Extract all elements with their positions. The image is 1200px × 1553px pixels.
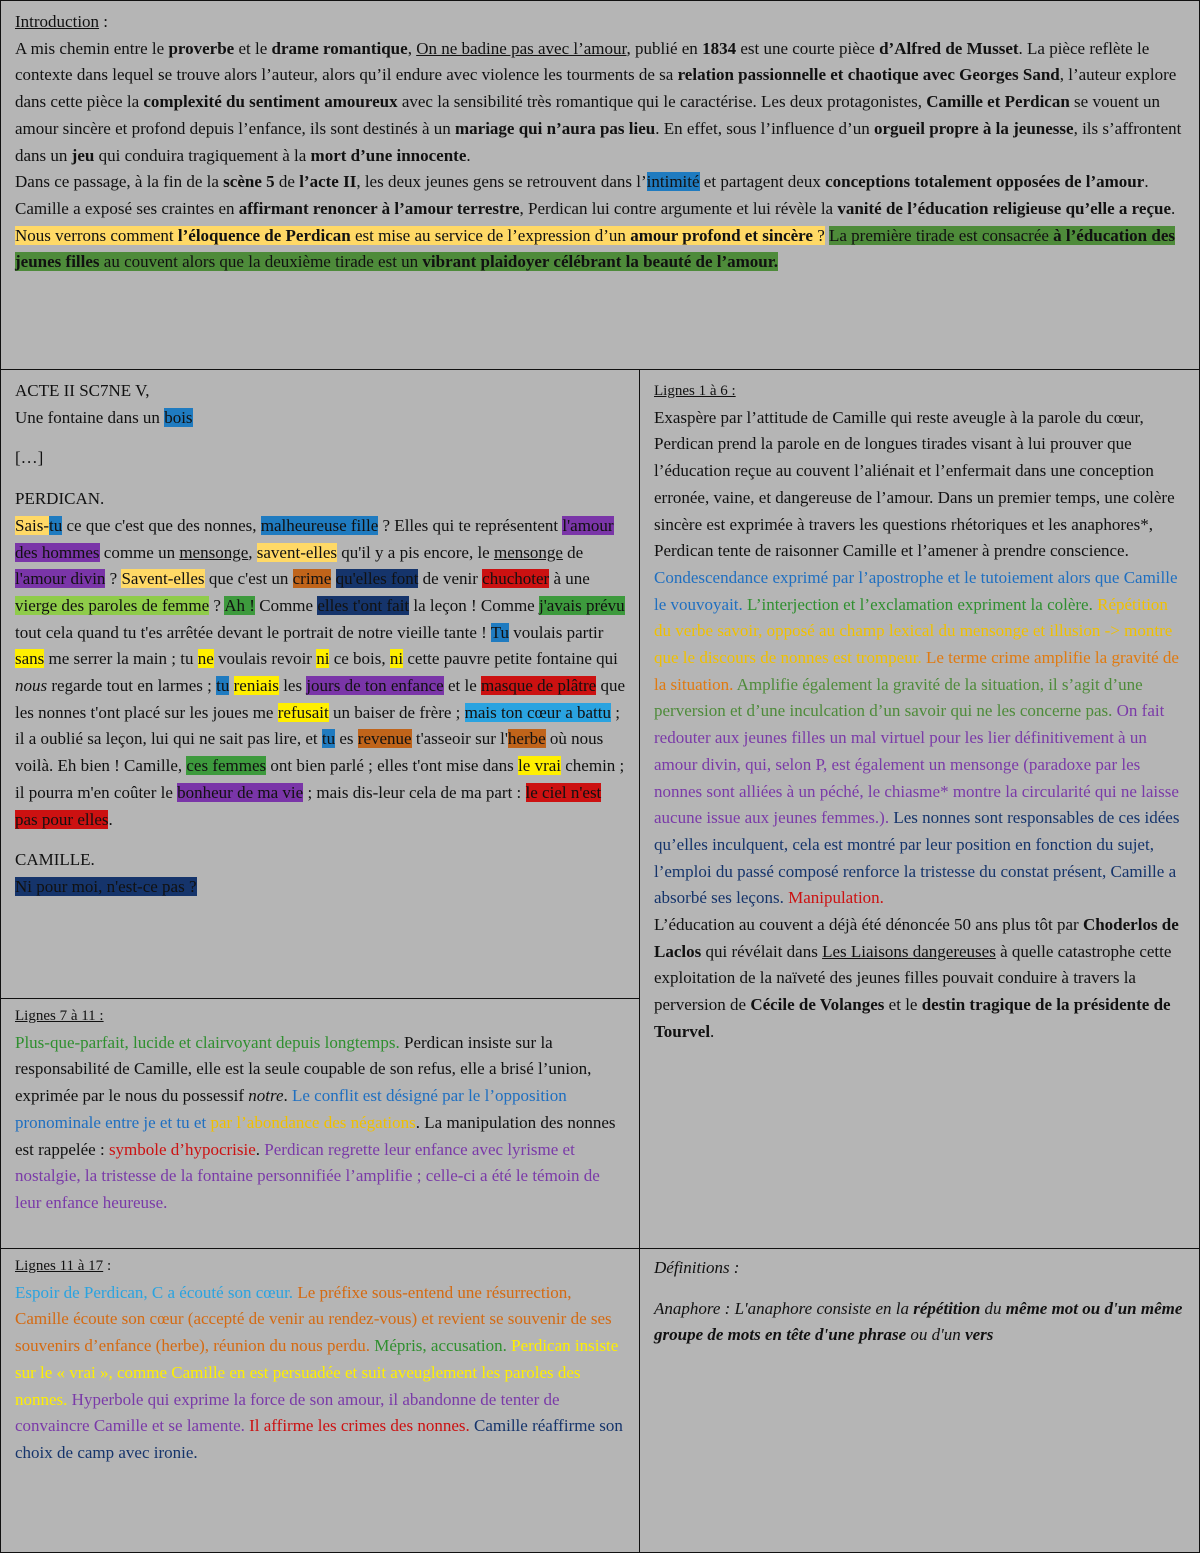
text-run: . (255, 1139, 261, 1159)
text-run: Nous verrons comment (15, 225, 178, 245)
text-run: Les nonnes sont responsables de ces idées qu’elles inculquent, cela est montré par leur position en fonction du sujet, l’emploi du passé composé renforce la tristesse du constat présent, Camille a absorbé ses leçons. (654, 808, 1180, 908)
text-run: nous (15, 676, 48, 696)
lines-1-6-heading: Lignes 1 à 6 : (654, 383, 736, 399)
text-run: ; il a oublié sa leçon, lui qui ne sait pas lire, et (15, 702, 620, 749)
text-run: ? (812, 225, 825, 245)
text-run: Espoir de Perdican, C a écouté son cœur. (15, 1282, 294, 1302)
text-run: regarde tout en larmes ; (47, 676, 217, 696)
text-run: qui conduira tragiquement à la (94, 145, 311, 165)
text-run: ? (209, 595, 225, 615)
text-run: notre (248, 1086, 284, 1106)
text-run: Dans ce passage, à la fin de la (15, 172, 224, 192)
text-run (229, 676, 233, 695)
text-run: es (335, 729, 358, 749)
text-run: que c'est un (204, 569, 293, 589)
text-run: . (283, 1086, 288, 1106)
text-run: On fait redouter aux jeunes filles un mal virtuel pour les lier définitivement à un amour divin, qui, selon P, est également un mensonge (paradoxe par les nonnes sont alliées à un péché, le chiasme* montre la circularité qui ne laisse aucune issue aux jeunes femmes.). (654, 701, 1179, 828)
text-run: que les nonnes t'ont placé sur les joues me (15, 676, 625, 722)
introduction-paragraph-2 (15, 169, 1187, 222)
text-run: Exaspère par l’attitude de Camille qui reste aveugle à la parole du cœur, Perdican prend la parole en de longues tirades visant à lui prouver que l’éducation reçue au couvent l’aliénait et l’enfermait dans une conception erronée, vaine, et dangereuse de l’amour. Dans un premier temps, une colère sincère est exprimée à travers les questions rhétoriques et les anaphores*, Perdican tente de raisonner Camille et l’amener à prendre conscience. (654, 407, 1175, 561)
text-run: Sais- (15, 515, 49, 535)
text-run: par l’abondance des négations (206, 1112, 416, 1132)
text-run: Une fontaine dans un (15, 407, 165, 427)
text-run: tu (49, 515, 63, 535)
text-run: du (980, 1298, 1006, 1318)
text-run: à quelle catastrophe cette exploitation de la naïveté des jeunes filles pouvait conduire à travers la perversion de (654, 941, 1172, 1015)
text-run: symbole d’hypocrisie (108, 1139, 256, 1159)
speaker-camille: CAMILLE. (15, 850, 95, 870)
text-run: relation passionnelle et chaotique avec Georges Sand (677, 65, 1060, 85)
introduction-heading (15, 9, 1187, 36)
introduction-cell (0, 0, 1200, 370)
text-run: Condescendance exprimé par l’apostrophe et le tutoiement alors que Camille le vouvoyait. (654, 567, 1178, 614)
text-run: 1834 (702, 38, 737, 58)
text-run: ont bien parlé ; elles t'ont mise dans (266, 756, 519, 776)
text-run: Il affirme les crimes des nonnes. (244, 1416, 470, 1436)
text-run: Introduction (15, 12, 100, 31)
text-run: malheureuse fille (260, 515, 379, 535)
text-run: refusait (277, 702, 329, 722)
text-run: Camille et Perdican (926, 92, 1070, 112)
text-run: et le (443, 676, 481, 696)
text-run: mensonge (493, 542, 563, 562)
text-run: Plus-que-parfait, lucide et clairvoyant depuis longtemps. (15, 1032, 400, 1052)
text-run: , (248, 542, 257, 562)
text-run: ce bois, (329, 649, 390, 669)
text-run: L’éducation au couvent a déjà été dénoncée 50 ans plus tôt par (654, 915, 1083, 935)
lines-1-6-commentary (654, 405, 1187, 565)
text-run: Hyperbole qui exprime la force de son amour, il abandonne de tenter de convaincre Camille et se lamente. (15, 1389, 560, 1436)
text-run: A mis chemin entre le (15, 38, 169, 58)
text-run: Répétition du verbe savoir, opposé au champ lexical du mensonge et illusion -> montre que le discours de nonnes est trompeur. (654, 594, 1173, 668)
text-run: Amplifie également la gravité de la situation, il s’agit d’une perversion et d’une inculcation d’un savoir qui ne les concerne pas. (654, 674, 1143, 721)
text-run: t'asseoir sur l' (411, 729, 508, 749)
text-run: . Camille a exposé ses craintes en (15, 172, 1149, 218)
work-title: On ne badine pas avec l’amour (416, 38, 627, 58)
ellipsis: […] (15, 448, 44, 468)
text-run: vers (965, 1325, 994, 1345)
camille-reply (15, 874, 627, 901)
text-run: voulais revoir (213, 649, 317, 669)
text-run: tu (216, 676, 230, 696)
text-run: les (278, 676, 307, 696)
text-run: même mot ou d'un même groupe de mots en tête d'une phrase (654, 1298, 1183, 1345)
text-run: . La manipulation des nonnes est rappelée : (15, 1112, 616, 1159)
text-run: avec la sensibilité très romantique qui le caractérise. Les deux protagonistes, (397, 92, 927, 112)
definitions-heading: Définitions : (654, 1258, 740, 1277)
text-run: qu'il y a pis encore, le (337, 542, 494, 562)
text-run: scène 5 (223, 172, 275, 192)
text-run: l’éloquence de Perdican (177, 225, 351, 245)
lines-11-17-analysis (15, 1280, 627, 1467)
text-run: ou d'un (906, 1325, 966, 1345)
text-run: : (99, 12, 109, 31)
speaker-perdican: PERDICAN. (15, 489, 105, 509)
perdican-tirade (15, 513, 627, 833)
text-run: mais ton cœur a battu (464, 702, 612, 722)
text-excerpt-cell (0, 369, 640, 999)
text-run: mensonge (179, 542, 249, 562)
text-run: voulais partir (509, 622, 604, 642)
text-run: , (407, 38, 417, 58)
text-run: , Perdican lui contre argumente et lui révèle la (519, 198, 838, 218)
introduction-paragraph-1 (15, 36, 1187, 170)
text-run: tout cela quand tu t'es arrêtée devant le portrait de notre vieille tante ! (15, 622, 491, 642)
text-run: au couvent alors que la deuxième tirade est un (99, 252, 423, 272)
text-run: qu'elles font (335, 569, 419, 589)
text-run: , ils s’affrontent dans un (15, 118, 1182, 165)
text-run: Le préfixe sous-entend une résurrection, Camille écoute son cœur (accepté de venir au rendez-vous) et revient se souvenir de ses souvenirs d’enfance (herbe), réunion du nous perdu. (15, 1282, 612, 1356)
text-run: revenue (357, 729, 412, 749)
text-run: comme un (99, 542, 180, 562)
text-run: est une courte pièce (736, 38, 880, 58)
text-run: cette pauvre petite fontaine qui (403, 649, 618, 669)
stage-setting (15, 405, 627, 432)
text-run: répétition (913, 1298, 981, 1318)
text-run: mort d’une innocente (310, 145, 467, 165)
text-run: me serrer la main ; tu (44, 649, 198, 669)
text-run: mariage qui n’aura pas lieu (454, 118, 656, 138)
text-run: destin tragique de la présidente de Tourvel (654, 995, 1171, 1041)
text-run: ce que c'est que des nonnes, (62, 515, 261, 535)
text-run: intimité (646, 172, 700, 192)
text-run: vanité de l’éducation religieuse qu’elle a reçue (837, 198, 1172, 218)
text-run: et partagent deux (699, 172, 826, 192)
text-run: conceptions totalement opposées de l’amour (825, 172, 1145, 192)
text-run: qui révélait dans (701, 941, 823, 961)
lines-11-17-cell (0, 1248, 640, 1553)
text-run: bois (164, 407, 193, 427)
definition-anaphore (654, 1296, 1187, 1349)
introduction-problematic (15, 223, 1187, 276)
text-run: , publié en (626, 38, 703, 58)
text-run: elles t'ont fait (317, 595, 410, 615)
text-run: Cécile de Volanges (750, 995, 885, 1015)
text-run: orgueil propre à la jeunesse (873, 118, 1074, 138)
text-run: ; mais dis-leur cela de ma part : (303, 782, 526, 802)
text-run: Mépris, accusation. (370, 1336, 507, 1356)
text-run (331, 569, 335, 588)
lines-7-11-analysis (15, 1030, 627, 1217)
text-run: Perdican insiste sur le « vrai », comme Camille en est persuadée et suit aveuglement les paroles des nonnes. (15, 1336, 619, 1409)
text-run: . En effet, sous l’influence d’un (655, 118, 874, 138)
text-run: drame romantique (271, 38, 408, 58)
text-run: masque de plâtre (481, 676, 597, 696)
text-run: et le (234, 38, 272, 58)
text-run: et le (884, 995, 922, 1015)
text-run: d’Alfred de Musset (879, 38, 1019, 58)
text-run: Comme (254, 595, 318, 615)
text-run: affirmant renoncer à l’amour terrestre (238, 198, 520, 218)
text-run: ? (105, 569, 122, 589)
text-run: Les Liaisons dangereuses (822, 941, 996, 961)
text-run: : (103, 1258, 112, 1274)
text-run: Ah ! (224, 595, 255, 615)
text-run: Savent-elles (121, 569, 205, 589)
text-run: . (710, 1021, 715, 1041)
lines-7-11-heading: Lignes 7 à 11 : (15, 1008, 104, 1024)
text-run: ne (197, 649, 214, 669)
text-run: l'amour divin (15, 569, 106, 589)
text-run: l'amour des hommes (15, 515, 614, 562)
lines-11-17-heading (15, 1253, 627, 1280)
text-run: vierge des paroles de femme (15, 595, 210, 615)
text-run: ces femmes (186, 756, 267, 776)
text-run: La première tirade est consacrée (828, 225, 1054, 245)
text-run: le vrai (518, 756, 561, 776)
text-run: se vouent un amour sincère et profond depuis l’enfance, ils sont destinés à un (15, 92, 1160, 138)
text-run: chuchoter (482, 569, 550, 589)
text-run: ni (389, 649, 404, 669)
text-run: ? Elles qui te représentent (378, 515, 563, 535)
text-run: la leçon ! Comme (409, 595, 539, 615)
text-run: , l’auteur explore dans cette pièce la (15, 65, 1177, 112)
text-run: de (274, 172, 300, 192)
text-run: bonheur de ma vie (177, 782, 304, 802)
text-run: Lignes 11 à 17 (15, 1258, 104, 1274)
text-run: j'avais prévu (538, 595, 625, 615)
text-run: Le conflit est désigné par le l’opposition pronominale entre je et tu et (15, 1086, 567, 1132)
lines-1-6-analysis (654, 565, 1187, 912)
text-run: Perdican regrette leur enfance avec lyrisme et nostalgie, la tristesse de la fontaine personnifiée l’amplifie ; celle-ci a été le témoin de leur enfance heureuse. (15, 1139, 600, 1212)
text-run: à une (549, 569, 590, 589)
text-run: Perdican insiste sur la responsabilité de Camille, elle est la seule coupable de son refus, elle a brisé l’union, exprimée par le nous du possessif (15, 1032, 592, 1106)
definitions-cell (639, 1248, 1200, 1553)
text-run: reniais (233, 676, 279, 696)
text-run: savent-elles (256, 542, 338, 562)
text-run: jours de ton enfance (306, 676, 444, 696)
text-run: de venir (418, 569, 483, 589)
act-heading: ACTE II SC7NE V, (15, 381, 150, 400)
text-run: L’interjection et l’exclamation expriment la colère. (742, 594, 1093, 614)
text-run: vibrant plaidoyer célébrant la beauté de l’amour. (422, 252, 778, 272)
text-run: Ni pour moi, n'est-ce pas ? (15, 876, 197, 896)
text-run: jeu (71, 145, 95, 165)
text-run: un baiser de frère ; (328, 702, 465, 722)
text-run: sans (15, 649, 45, 669)
text-run: le ciel n'est pas pour elles (15, 782, 602, 829)
text-run: amour profond et sincère (630, 225, 813, 245)
text-run: chemin ; il pourra m'en coûter le (15, 756, 625, 802)
lines-7-11-cell (0, 998, 640, 1249)
text-run: à l’éducation des jeunes filles (15, 225, 1175, 272)
lines-1-6-reference (654, 912, 1187, 1046)
text-run: est mise au service de l’expression d’un (350, 225, 631, 245)
text-run: ni (316, 649, 330, 669)
text-run: de (562, 542, 584, 562)
text-run: Choderlos de Laclos (654, 915, 1179, 961)
text-run: complexité du sentiment amoureux (143, 92, 398, 112)
text-run: . (466, 145, 471, 165)
text-run: Camille réaffirme son choix de camp avec ironie. (15, 1416, 623, 1462)
text-run: l’acte II (299, 172, 357, 192)
text-run: . (108, 809, 113, 829)
text-run: proverbe (168, 38, 235, 58)
text-run: . La pièce reflète le contexte dans lequel se trouve alors l’auteur, alors qu’il endure avec violence les tourments de sa (15, 38, 1150, 85)
text-run: herbe (507, 729, 546, 749)
text-run: . (1171, 198, 1176, 218)
text-run: tu (321, 729, 336, 749)
text-run: où nous voilà. Eh bien ! Camille, (15, 729, 604, 776)
text-run: Anaphore : L'anaphore consiste en la (654, 1298, 914, 1318)
text-run: Le terme crime amplifie la gravité de la situation. (654, 648, 1179, 694)
text-run: crime (292, 569, 332, 589)
text-run: Tu (490, 622, 510, 642)
text-run: Manipulation. (783, 888, 884, 908)
lines-1-6-cell (639, 369, 1200, 1249)
text-run: , les deux jeunes gens se retrouvent dans l’ (356, 172, 647, 192)
